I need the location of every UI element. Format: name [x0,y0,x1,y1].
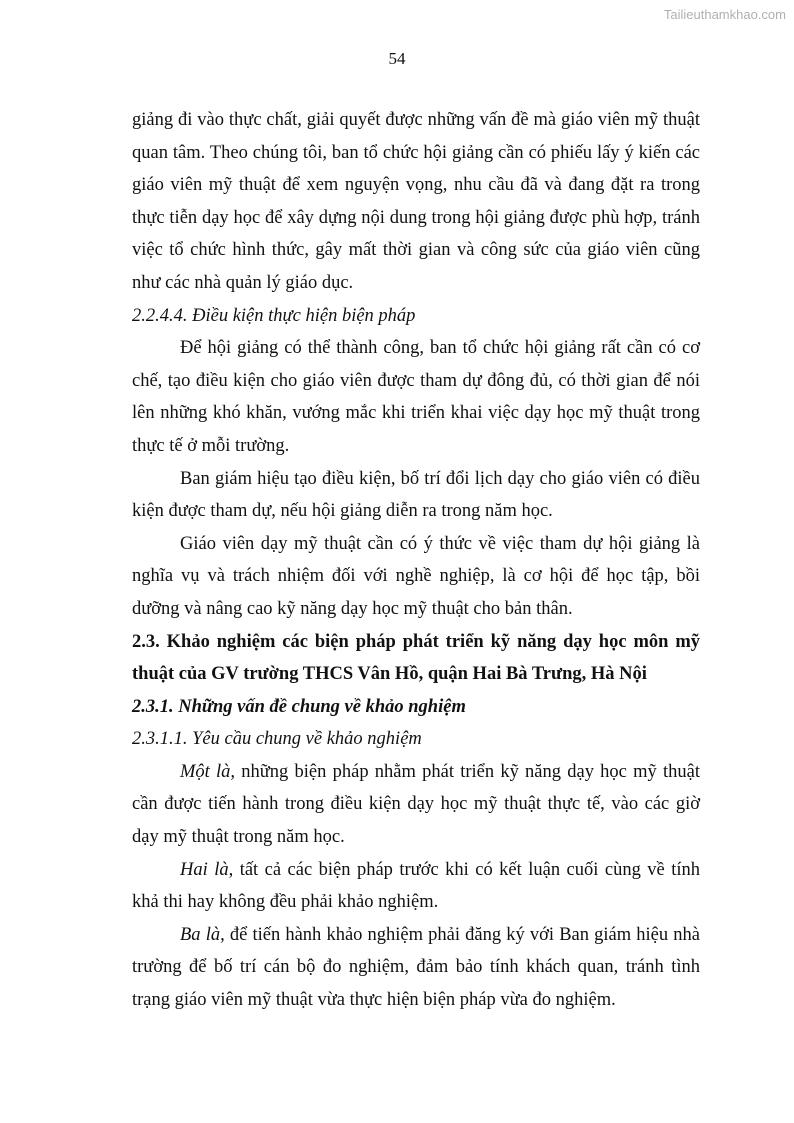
section-heading-2-3-line-2: thuật của GV trường THCS Vân Hồ, quận Hai Bà Trưng, Hà Nội [132,664,647,685]
section-heading-2-3 [132,626,700,691]
list-item-third [132,919,700,1017]
list-item-third-text: để tiến hành khảo nghiệm phải đăng ký với Ban giám hiệu nhà trường để bố trí cán bộ đo nghiệm, đảm bảo tính khách quan, tránh tình trạng giáo viên mỹ thuật vừa thực hiện biện pháp vừa đo nghiệm. [132,924,700,1011]
paragraph-teacher-awareness: Giáo viên dạy mỹ thuật cần có ý thức về việc tham dự hội giảng là nghĩa vụ và trách nhiệm đối với nghề nghiệp, là cơ hội để học tập, bồi dưỡng và nâng cao kỹ năng dạy học mỹ thuật cho bản thân. [132,533,700,619]
list-item-third-label: Ba là, [180,924,225,945]
list-item-second [132,854,700,919]
list-item-second-text: , tất cả các biện pháp trước khi có kết luận cuối cùng về tính khả thi hay không đều phải khảo nghiệm. [132,859,700,913]
section-heading-2-3-1-1: 2.3.1.1. Yêu cầu chung về khảo nghiệm [132,729,422,750]
list-item-first-label: Một là, [180,761,236,782]
watermark: Tailieuthamkhao.com [663,7,786,22]
page-number: 54 [388,49,406,68]
list-item-first [132,756,700,854]
section-heading-2-3-line-1: 2.3. Khảo nghiệm các biện pháp phát triển kỹ năng dạy học môn mỹ [132,631,700,652]
paragraph-principal-board: Ban giám hiệu tạo điều kiện, bố trí đổi lịch dạy cho giáo viên có điều kiện được tham dự, nếu hội giảng diễn ra trong năm học. [132,468,700,522]
paragraph-continued: giảng đi vào thực chất, giải quyết được những vấn đề mà giáo viên mỹ thuật quan tâm. Theo chúng tôi, ban tổ chức hội giảng cần có phiếu lấy ý kiến các giáo viên mỹ thuật để xem nguyện vọng, nhu cầu đã và đang đặt ra trong thực tiễn dạy học để xây dựng nội dung trong hội giảng được phù hợp, tránh việc tổ chức hình thức, gây mất thời gian và công sức của giáo viên cũng như các nhà quản lý giáo dục. [132,110,700,293]
document-body [132,104,700,1017]
paragraph-conditions: Để hội giảng có thể thành công, ban tổ chức hội giảng rất cần có cơ chế, tạo điều kiện cho giáo viên được tham dự đông đủ, có thời gian để nói lên những khó khăn, vướng mắc khi triển khai việc dạy học mỹ thuật trong thực tế ở mỗi trường. [132,338,700,456]
list-item-first-text: những biện pháp nhằm phát triển kỹ năng dạy học mỹ thuật cần được tiến hành trong điều kiện dạy học mỹ thuật thực tế, vào các giờ dạy mỹ thuật trong năm học. [132,761,700,848]
list-item-second-label: Hai là [180,859,229,880]
section-heading-2-3-1: 2.3.1. Những vấn đề chung về khảo nghiệm [132,696,466,717]
section-heading-2-2-4-4: 2.2.4.4. Điều kiện thực hiện biện pháp [132,305,416,326]
